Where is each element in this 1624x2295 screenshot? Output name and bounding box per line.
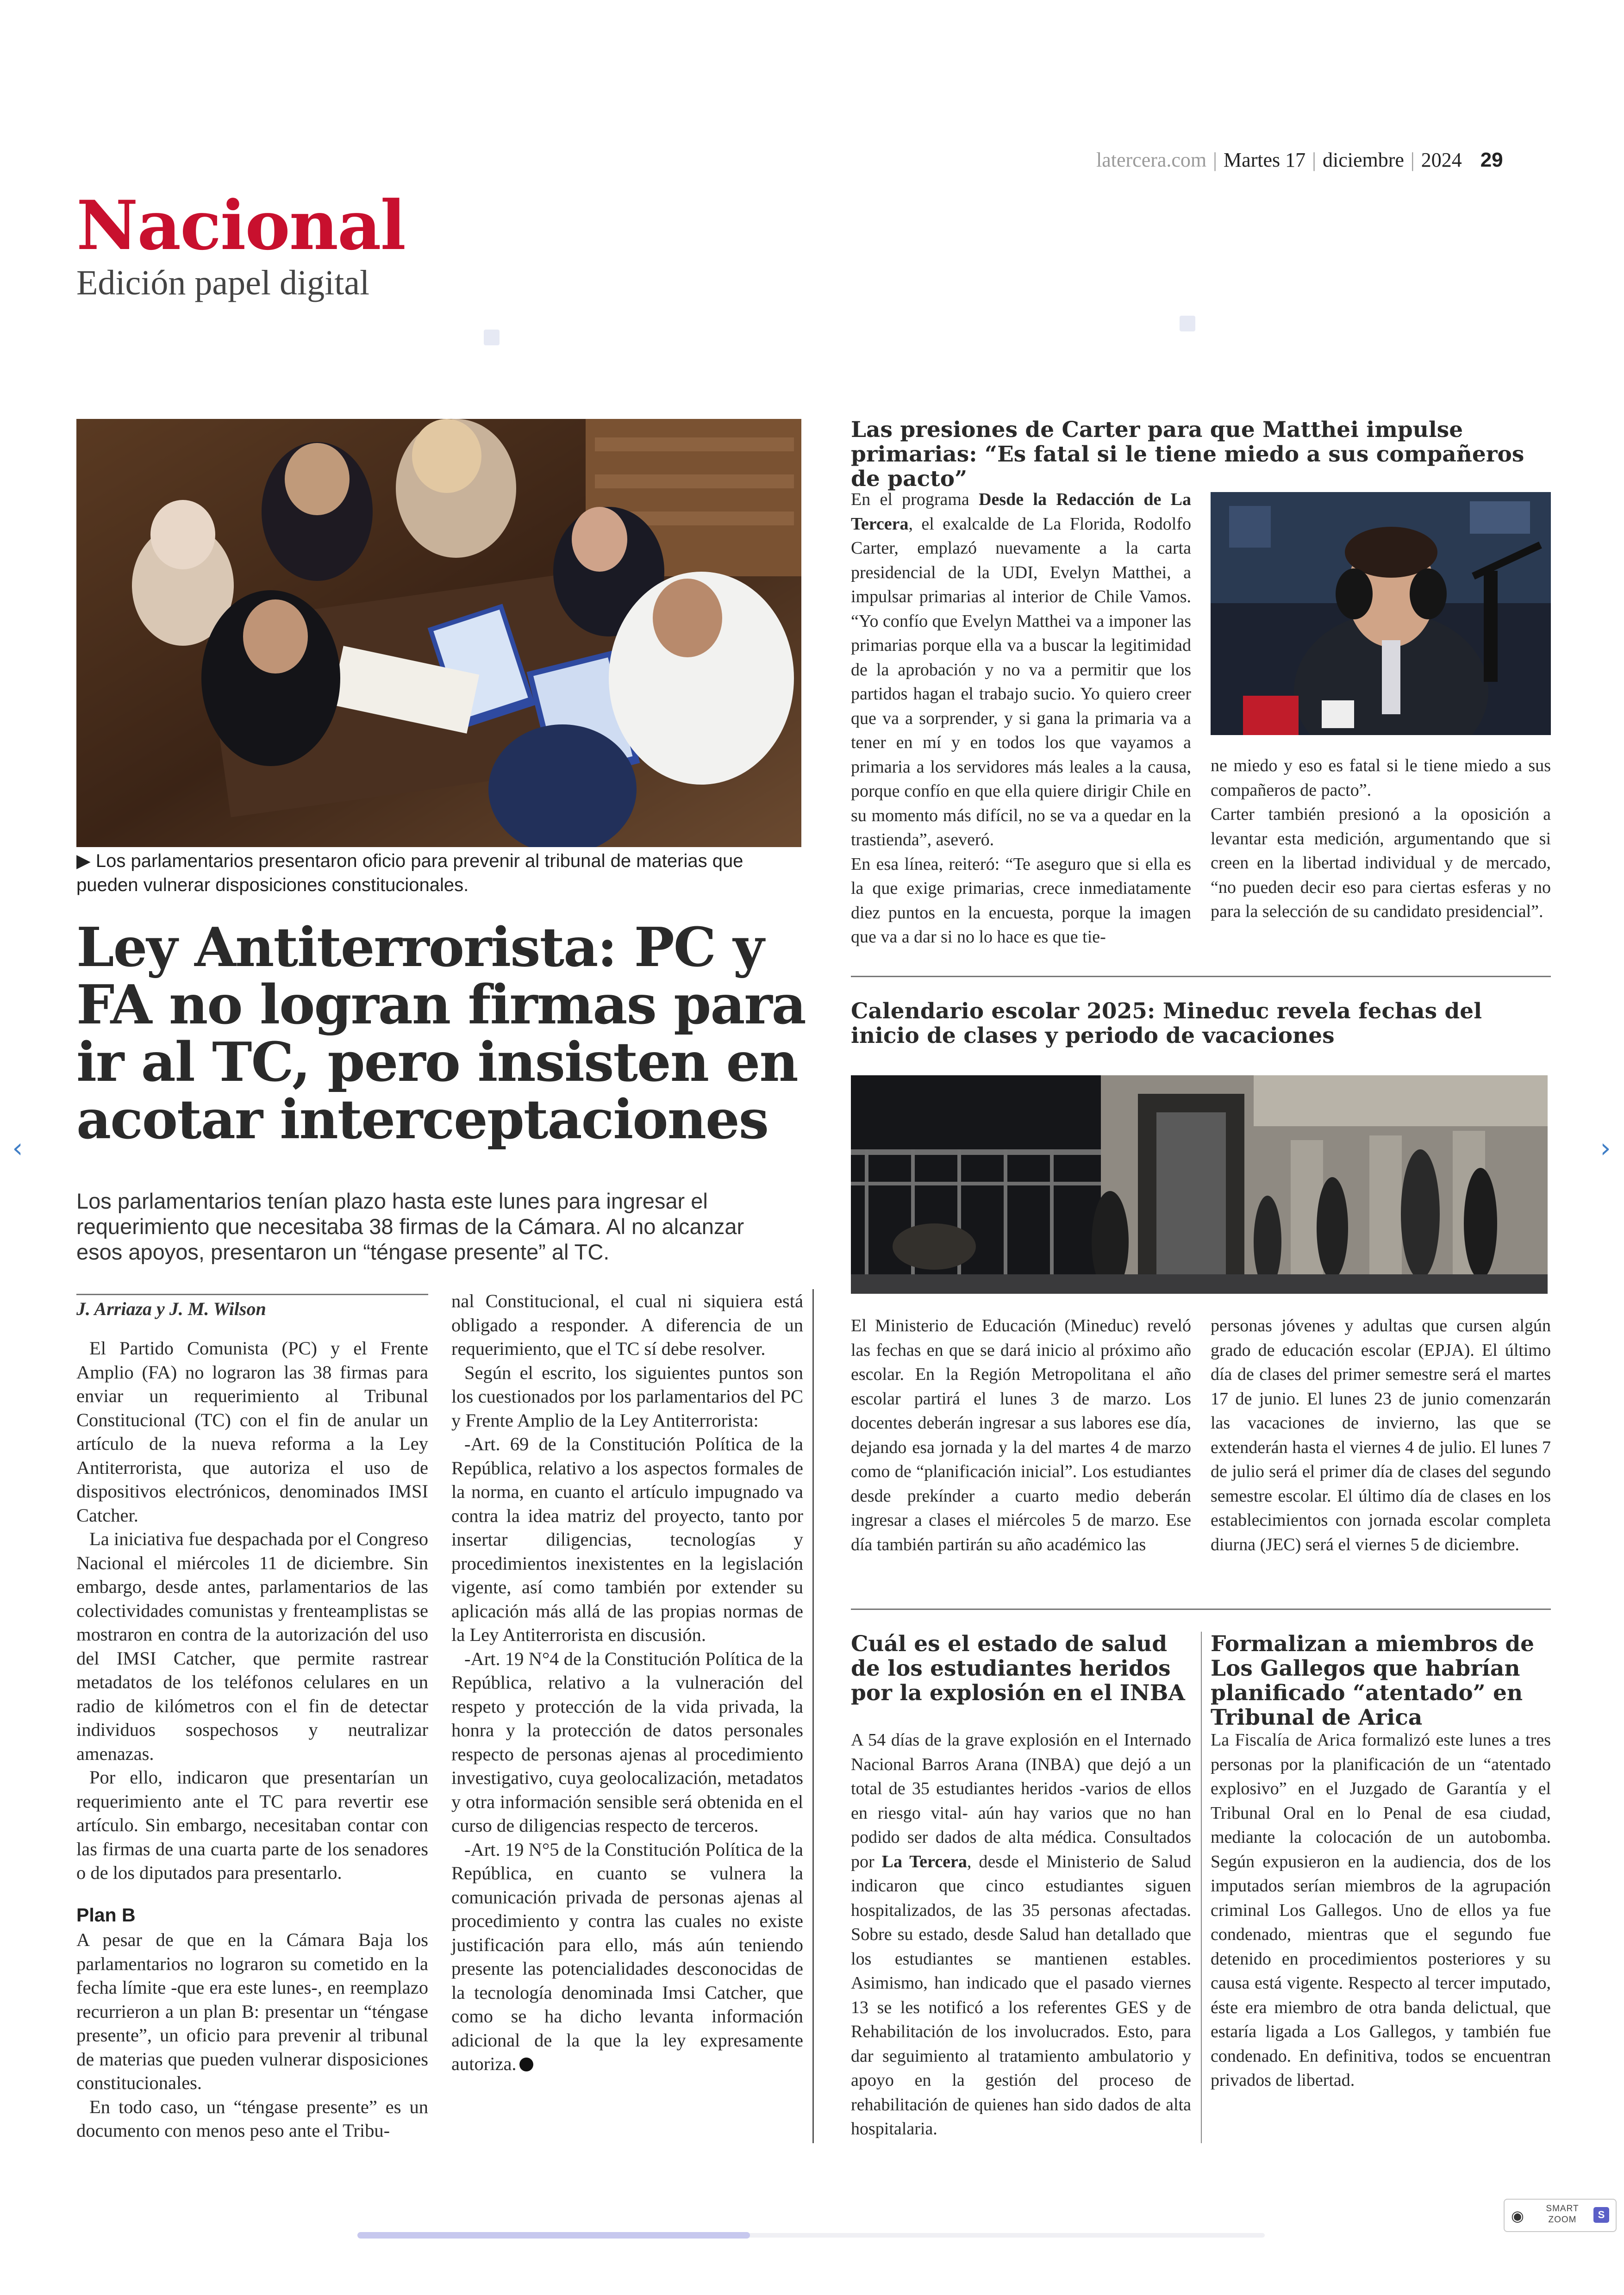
section-divider xyxy=(851,1609,1551,1610)
inba-article-title: Cuál es el estado de salud de los estudiantes heridos por la explosión en el INBA xyxy=(851,1631,1185,1706)
ad-marker-icon xyxy=(484,330,500,345)
column-divider xyxy=(812,1289,814,2143)
carter-article-title: Las presiones de Carter para que Matthei impulse primarias: “Es fatal si le tiene miedo a sus compañeros de pacto” xyxy=(851,417,1524,492)
page-header-line: latercera.com | Martes 17 | diciembre | 2024 29 xyxy=(1096,149,1503,171)
paragraph-text: , desde el Ministerio de Salud indicaron que cinco estudiantes siguen hospitalizados, de las 35 personas afectadas. Sobre su estado, desde Salud han detallado que los estudiantes se mantienen estables. Asimismo, han indicado que el pasado viernes 13 se les notificó a los referentes GES y de Rehabilitación de los involucrados. Esto, para dar seguimiento al tratamiento ambulatorio y apoyo en la gestión del proceso de rehabilitación de quienes han sido dados de alta hospitalaria. xyxy=(851,1852,1192,2139)
paragraph: A pesar de que en la Cámara Baja los parlamentarios no lograron su cometido en la fecha límite -que era este lunes-, en reemplazo recurrieron a un plan B: presentar un “téngase presente”, un oficio para prevenir al tribunal de materias que pueden vulnerar disposiciones constitucionales. xyxy=(76,1929,428,2093)
carter-photo xyxy=(1211,492,1551,735)
date-year: 2024 xyxy=(1421,149,1462,171)
caption-triangle-icon: ▶ xyxy=(76,851,96,871)
main-article-photo xyxy=(76,419,801,847)
paragraph: Carter también presionó a la oposición a levantar esta medición, argumentando que si creen en la libertad individual y de mercado, “no pueden decir eso para ciertas esferas y no para la selección de su candidato presidencial”. xyxy=(1211,804,1551,921)
paragraph xyxy=(451,1838,803,2076)
column-divider xyxy=(1201,1632,1202,2143)
carter-article-column-2 xyxy=(1211,754,1551,924)
byline: J. Arriaza y J. M. Wilson xyxy=(76,1294,428,1320)
carter-article-column-1 xyxy=(851,487,1191,949)
paragraph: La iniciativa fue despachada por el Congreso Nacional el miércoles 11 de diciembre. Sin embargo, desde antes, parlamentarios de las colectividades comunistas y frenteamplistas se mostraron en contra de la autorización del uso del IMSI Catcher, que permite rastrear metadatos de los teléfonos celulares en un radio de kilómetros con el fin de detectar individuos sospechosos y neutralizar amenazas. xyxy=(76,1528,428,1764)
paragraph: El Partido Comunista (PC) y el Frente Amplio (FA) no lograron las 38 firmas para enviar un requerimiento al Tribunal Constitucional (TC) con el fin de anular un artículo de la nueva reforma a la Ley Antiterrorista, que autoriza el uso de dispositivos electrónicos, denominados IMSI Catcher. xyxy=(76,1338,428,1526)
prev-page-icon[interactable]: ‹ xyxy=(12,1132,23,1164)
paragraph: En todo caso, un “téngase presente” es un documento con menos peso ante el Tribu- xyxy=(76,2096,428,2141)
program-name: Desde la Redacción de La Tercera xyxy=(851,490,1192,534)
next-page-icon[interactable]: › xyxy=(1600,1132,1611,1164)
paragraph xyxy=(851,1728,1191,2141)
main-lede: Los parlamentarios tenían plazo hasta este lunes para ingresar el requerimiento que necesitaba 38 firmas de la Cámara. Al no alcanzar esos apoyos, presentaron un “téngase presente” al TC. xyxy=(76,1189,744,1264)
main-headline: Ley Antiterrorista: PC y FA no logran firmas para ir al TC, pero insisten en acotar interceptaciones xyxy=(76,916,806,1151)
smart-zoom-button[interactable] xyxy=(1504,2199,1617,2232)
photo-caption-text: Los parlamentarios presentaron oficio para prevenir al tribunal de materias que pueden vulnerar disposiciones constitucionales. xyxy=(76,851,743,895)
main-article-column-1 xyxy=(76,1336,428,2143)
paragraph: La Fiscalía de Arica formalizó este lunes a tres personas por la planificación de un “atentado explosivo” en el Juzgado de Garantía y el Tribunal Oral en lo Penal de esa ciudad, mediante la colocación de un autobomba. Según expusieron en la audiencia, dos de los imputados serían miembros de la agrupación criminal Los Gallegos. Uno de ellos ya fue condenado, mientras que el segundo fue detenido en procedimientos posteriores y su causa está vigente. Respecto al tercer imputado, éste era miembro de otra banda delictual, que estaría ligada a Los Gallegos, y también fue condenado. En definitiva, todos se encuentran privados de libertad. xyxy=(1211,1730,1551,2090)
subheading: Plan B xyxy=(76,1904,136,1926)
paragraph-text: , el exalcalde de La Florida, Rodolfo Carter, emplazó nuevamente a la carta presidencial de la UDI, Evelyn Matthei, a impulsar primarias al interior de Chile Vamos. “Yo confío que Evelyn Matthei va a imponer las primarias porque ella va a buscar la legitimidad de la aprobación y no va a permitir que los partidos hagan el trabajo sucio. Yo quiero creer que va a sorprender, y si gana la primaria va a tener en mí y en todos los que vayamos a primaria a los servidores más leales a la causa, porque confío en que ella quiere dirigir Chile en su momento más difícil, no se va a quedar en la trastienda”, aseveró. xyxy=(851,514,1191,849)
paragraph xyxy=(851,487,1191,852)
page-scrollbar-thumb[interactable] xyxy=(357,2232,750,2239)
gallegos-article-body xyxy=(1211,1728,1551,2093)
paragraph-text: En el programa xyxy=(851,490,969,509)
main-article-column-2 xyxy=(451,1289,803,2076)
ad-marker-icon xyxy=(1180,316,1195,331)
paragraph-text: -Art. 19 N°5 de la Constitución Política de la República, en cuanto se vulnera la comunicación privada de personas ajenas al procedimiento y contra las cuales no existe justificación para ello, más aún teniendo presente las potencialidades desconocidas de la tecnología denominada Imsi Catcher, que como se ha dicho levanta información adicional de la que la ley expresamente autoriza. xyxy=(451,1839,803,2074)
date-weekday: Martes 17 xyxy=(1223,149,1306,171)
calendar-article-column-2 xyxy=(1211,1314,1551,1557)
paragraph: -Art. 69 de la Constitución Política de la República, relativo a los aspectos formales de la norma, en cuanto el artículo impugnado va contra la idea matriz del proyecto, tanto por insertar diligencias, tecnologías y procedimientos inexistentes en la legislación vigente, así como también por extender su aplicación más allá de las propias normas de la Ley Antiterrorista en discusión. xyxy=(451,1434,803,1645)
paragraph: Según el escrito, los siguientes puntos son los cuestionados por los parlamentarios del PC y Frente Amplio de la Ley Antiterrorista: xyxy=(451,1362,803,1431)
paragraph: El Ministerio de Educación (Mineduc) reveló las fechas en que se dará inicio al próximo año escolar. En la Región Metropolitana el año escolar partirá el lunes 3 de marzo. Los docentes deberán ingresar a sus labores ese día, dejando esa jornada y la del martes 4 de marzo como de “planificación inicial”. Los estudiantes desde prekínder a cuarto medio deberán ingresar a clases el miércoles 5 de marzo. Ese día también partirán su año académico las xyxy=(851,1316,1191,1554)
gallegos-article-title: Formalizan a miembros de Los Gallegos que habrían planificado “atentado” en Tribunal de Arica xyxy=(1211,1631,1535,1730)
edition-label: Edición papel digital xyxy=(76,263,370,302)
smart-zoom-label: SMART ZOOM xyxy=(1546,2204,1579,2225)
section-title: Nacional xyxy=(76,186,406,265)
paragraph-text: A 54 días de la grave explosión en el Internado Nacional Barros Arana (INBA) que dejó a un total de 35 estudiantes heridos -varios de ellos en riesgo vital- aún hay varios que no han podido ser dados de alta médica. Consultados por xyxy=(851,1730,1191,1871)
end-of-article-icon xyxy=(519,2058,533,2071)
brand-name: La Tercera xyxy=(881,1852,967,1871)
eye-icon: ◉ xyxy=(1511,2208,1524,2224)
paragraph: Por ello, indicaron que presentarían un requerimiento ante el TC para revertir ese artículo. Sin embargo, necesitaban contar con las firmas de una cuarta parte de los senadores o de los diputados para presentarlo. xyxy=(76,1767,428,1883)
date-month: diciembre xyxy=(1322,149,1404,171)
paragraph: En esa línea, reiteró: “Te aseguro que si ella es la que exige primarias, crece inmediatamente diez puntos en la encuesta, porque la imagen que va a dar si no lo hace es que tie- xyxy=(851,854,1191,947)
photo-caption xyxy=(76,849,799,897)
paragraph: personas jóvenes y adultas que cursen algún grado de educación escolar (EPJA). El último día de clases del primer semestre será el martes 17 de junio. El lunes 23 de junio comenzarán las vacaciones de invierno, las que se extenderán hasta el viernes 4 de julio. El lunes 7 de julio será el primer día de clases del segundo semestre escolar. El último día de clases en los establecimientos con jornada escolar completa diurna (JEC) será el viernes 5 de diciembre. xyxy=(1211,1316,1551,1554)
paragraph: nal Constitucional, el cual ni siquiera está obligado a responder. A diferencia de un requerimiento, que el TC sí debe resolver. xyxy=(451,1291,803,1359)
paragraph: ne miedo y eso es fatal si le tiene miedo a sus compañeros de pacto”. xyxy=(1211,756,1551,800)
school-photo xyxy=(851,1075,1548,1294)
page-number: 29 xyxy=(1480,149,1503,171)
calendar-article-title: Calendario escolar 2025: Mineduc revela fechas del inicio de clases y periodo de vacaciones xyxy=(851,998,1482,1048)
inba-article-body xyxy=(851,1728,1191,2141)
calendar-article-column-1 xyxy=(851,1314,1191,1557)
section-divider xyxy=(851,976,1551,977)
site-name: latercera.com xyxy=(1096,149,1207,171)
paragraph: -Art. 19 N°4 de la Constitución Política de la República, relativo a la vulneración del respeto y protección de la vida privada, la honra y la protección de datos personales respecto de personas ajenas al procedimiento investigativo, cuya geolocalización, metadatos y otra información sensible será obtenida en el curso de diligencias respecto de terceros. xyxy=(451,1648,803,1836)
smart-zoom-key-badge: S xyxy=(1593,2207,1609,2223)
